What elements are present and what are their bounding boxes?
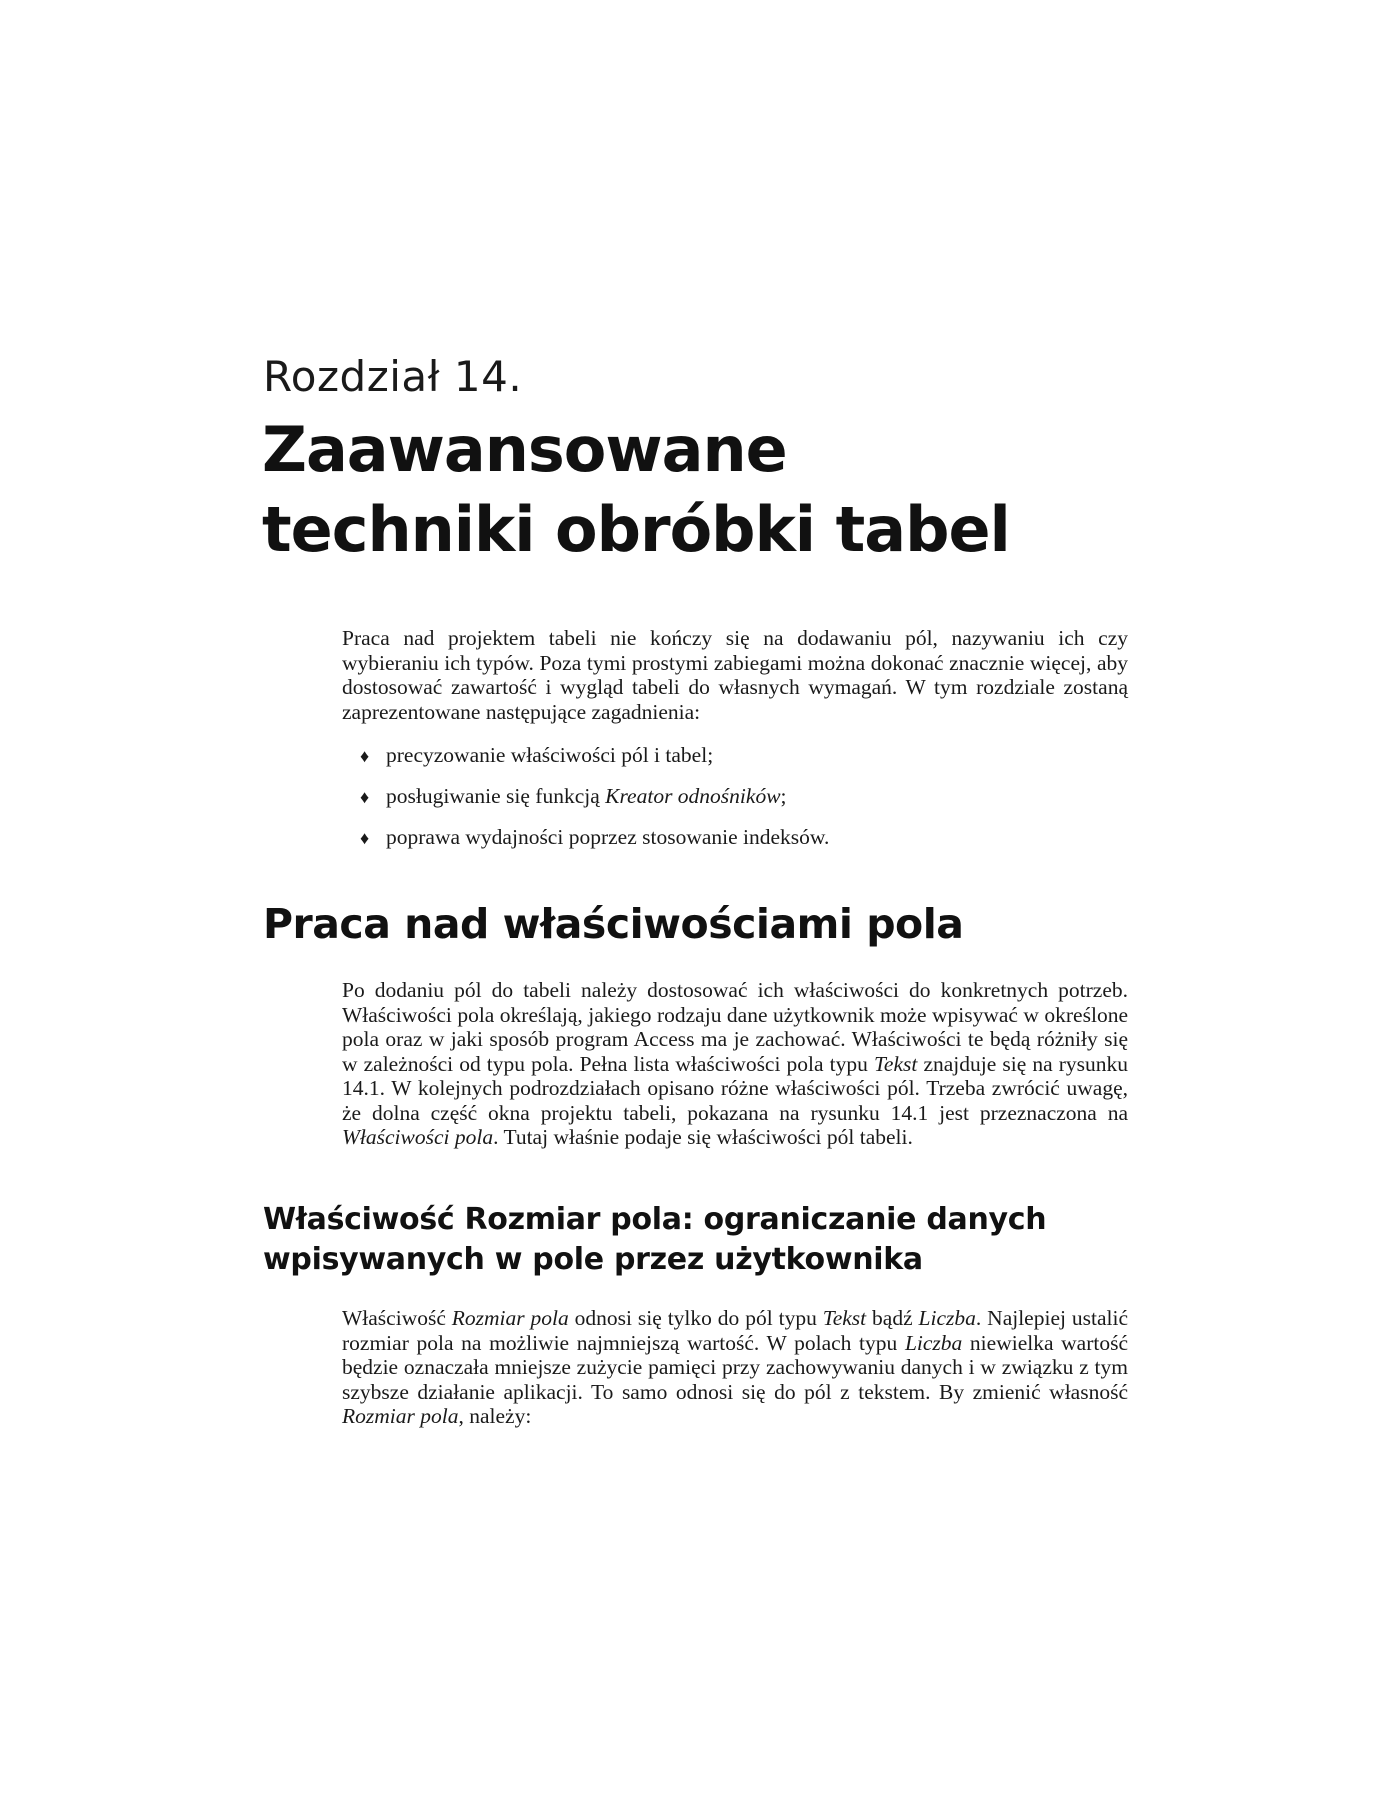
italic-term: Tekst [873, 1051, 918, 1076]
italic-term: Właściwości pola [342, 1125, 494, 1149]
italic-term: Tekst [822, 1306, 867, 1330]
paragraph-text: . Tutaj właśnie podaje się właściwości pól tabeli. [493, 1125, 913, 1149]
list-item-text: poprawa wydajności poprzez stosowanie indeksów. [386, 825, 830, 849]
list-item [360, 784, 1130, 809]
section-paragraph [342, 978, 1128, 1150]
intro-paragraph: Praca nad projektem tabeli nie kończy się na dodawaniu pól, nazywaniu ich czy wybieraniu ich typów. Poza tymi prostymi zabiegami można dokonać znacznie więcej, aby dostosować zawartość i wygląd tabeli do własnych wymagań. W tym rozdziale zostaną zaprezentowane następujące zagadnienia: [342, 626, 1128, 724]
italic-term: Liczba [904, 1330, 963, 1355]
subsection-heading-line-1: Właściwość Rozmiar pola: ograniczanie danych [263, 1202, 1047, 1237]
diamond-bullet-icon: ♦ [360, 746, 370, 766]
paragraph-text: znajduje się na rysunku 14.1. W kolejnych podrozdziałach opisano różne właściwości pól. Trzeba zwrócić uwagę, że dolna część okna projektu tabeli, pokazana na rysunku 14.1 jest przeznaczona na [342, 1051, 1128, 1125]
paragraph-text: Po dodaniu pól do tabeli należy dostosować ich właściwości do konkretnych potrzeb. Właściwości pola określają, jakiego rodzaju dane użytkownik może wpisywać w określone pola oraz w jaki sposób program Access ma je zachować. Właściwości te będą różniły się w zależności od typu pola. Pełna lista właściwości pola typu [342, 978, 1128, 1076]
paragraph-text: bądź [866, 1306, 919, 1330]
topic-list [360, 743, 1130, 866]
list-item-italic-term: Kreator odnośników [605, 784, 781, 808]
diamond-bullet-icon: ♦ [360, 828, 370, 848]
chapter-title [262, 410, 1162, 570]
list-item [360, 743, 1130, 768]
subsection-paragraph [342, 1306, 1128, 1429]
subsection-heading-line-2: wpisywanych w pole przez użytkownika [263, 1242, 923, 1277]
chapter-number: Rozdział 14. [263, 352, 523, 401]
italic-term: Rozmiar pola [342, 1404, 459, 1428]
list-item-text [386, 784, 787, 808]
chapter-title-line-1: Zaawansowane [262, 413, 787, 486]
paragraph-text: . Najlepiej ustalić rozmiar pola na możliwie najmniejszą wartość. W polach typu [342, 1306, 1128, 1355]
chapter-title-line-2: techniki obróbki tabel [262, 493, 1010, 566]
list-item-text-part: posługiwanie się funkcją [386, 784, 606, 808]
italic-term: Liczba [918, 1306, 976, 1330]
diamond-bullet-icon: ♦ [360, 787, 370, 807]
list-item-text: precyzowanie właściwości pól i tabel; [386, 743, 714, 767]
italic-term: Rozmiar pola [451, 1306, 569, 1330]
section-heading: Praca nad właściwościami pola [263, 900, 964, 948]
list-item-text-part: ; [780, 784, 787, 808]
subsection-heading [263, 1200, 1143, 1280]
paragraph-text: niewielka wartość będzie oznaczała mniejsze zużycie pamięci przy zachowywaniu danych i w związku z tym szybsze działanie aplikacji. To samo odnosi się do pól z tekstem. By zmienić własność [342, 1330, 1129, 1404]
paragraph-text: odnosi się tylko do pól typu [568, 1306, 823, 1330]
paragraph-text: , należy: [458, 1404, 532, 1428]
list-item [360, 825, 1130, 850]
paragraph-text: Właściwość [342, 1306, 452, 1330]
